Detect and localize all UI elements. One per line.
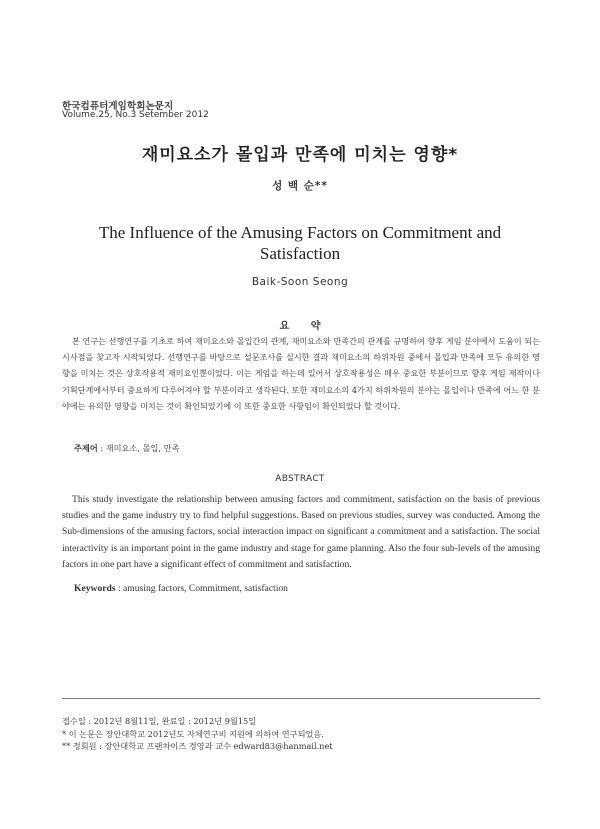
volume-info: Volume.25, No.3 Setember 2012 [62,110,209,120]
korean-keywords-label: 주제어 [74,443,98,453]
journal-name: 한국컴퓨터게임학회논문지 [62,101,174,112]
english-abstract-heading: ABSTRACT [275,474,325,484]
english-title: The Influence of the Amusing Factors on Commitment and Satisfaction [98,223,502,263]
funding-footnote: * 이 논문은 장안대학교 2012년도 자체연구비 지원에 의하여 연구되었음. [62,729,324,739]
english-keywords-list: : amusing factors, Commitment, satisfaction [115,583,288,594]
korean-author: 성 백 순** [272,180,328,192]
korean-abstract-heading: 요 약 [279,321,321,332]
author-footnote: ** 정회원 : 장안대학교 프랜차이즈 경영과 교수 edward83@hanmail.net [62,741,333,751]
english-keywords [74,583,288,594]
english-abstract-body: This study investigate the relationship between amusing factors and commitment, satisfaction on the basis of previous studies and the game industry try to find helpful suggestions. Based on previous studies, survey was conducted. Among the Sub-dimensions of the amusing factors, social interaction impact on significant a commitment and a satisfaction. The social interactivity is an important point in the game industry and stage for game planning. Also the four sub-levels of the amusing factors in one part have a significant effect of commitment and satisfaction. [62,494,540,570]
english-author: Baik-Soon Seong [251,276,349,288]
korean-keywords [74,443,179,454]
korean-title: 재미요소가 몰입과 만족에 미치는 영향* [141,145,459,165]
korean-abstract-body: 본 연구는 선행연구를 기초로 하여 재미요소와 몰입간의 관계, 재미요소와 만족간의 관계를 규명하여 향후 게임 분야에서 도움이 되는 시사점을 찾고자 시작되었다. 선행연구를 바탕으로 설문조사를 실시한 결과 재미요소의 하위차원 중에서 몰입과 만족에 모두 유의한 영향을 미치는 것은 상호작용적 재미요인뿐이었다. 이는 게임을 하는데 있어서 상호작용성은 매우 중요한 부분이므로 향후 게임 제작이나 기획단계에서부터 중요하게 다루어져야 할 부분이라고 생각된다. 또한 재미요소의 4가지 하위차원의 분야는 몰입이나 만족에 어느 한 분야에는 유의한 영향을 미치는 것이 확인되었기에 이 또한 중요한 사항임이 확인되었다 할 것이다. [62,336,540,411]
footnote-divider [62,698,540,699]
korean-keywords-list: : 재미요소, 몰입, 만족 [97,443,180,453]
english-keywords-label: Keywords [74,583,116,594]
received-date: 접수일 : 2012년 8월11일, 완료일 : 2012년 9월15일 [62,716,257,726]
